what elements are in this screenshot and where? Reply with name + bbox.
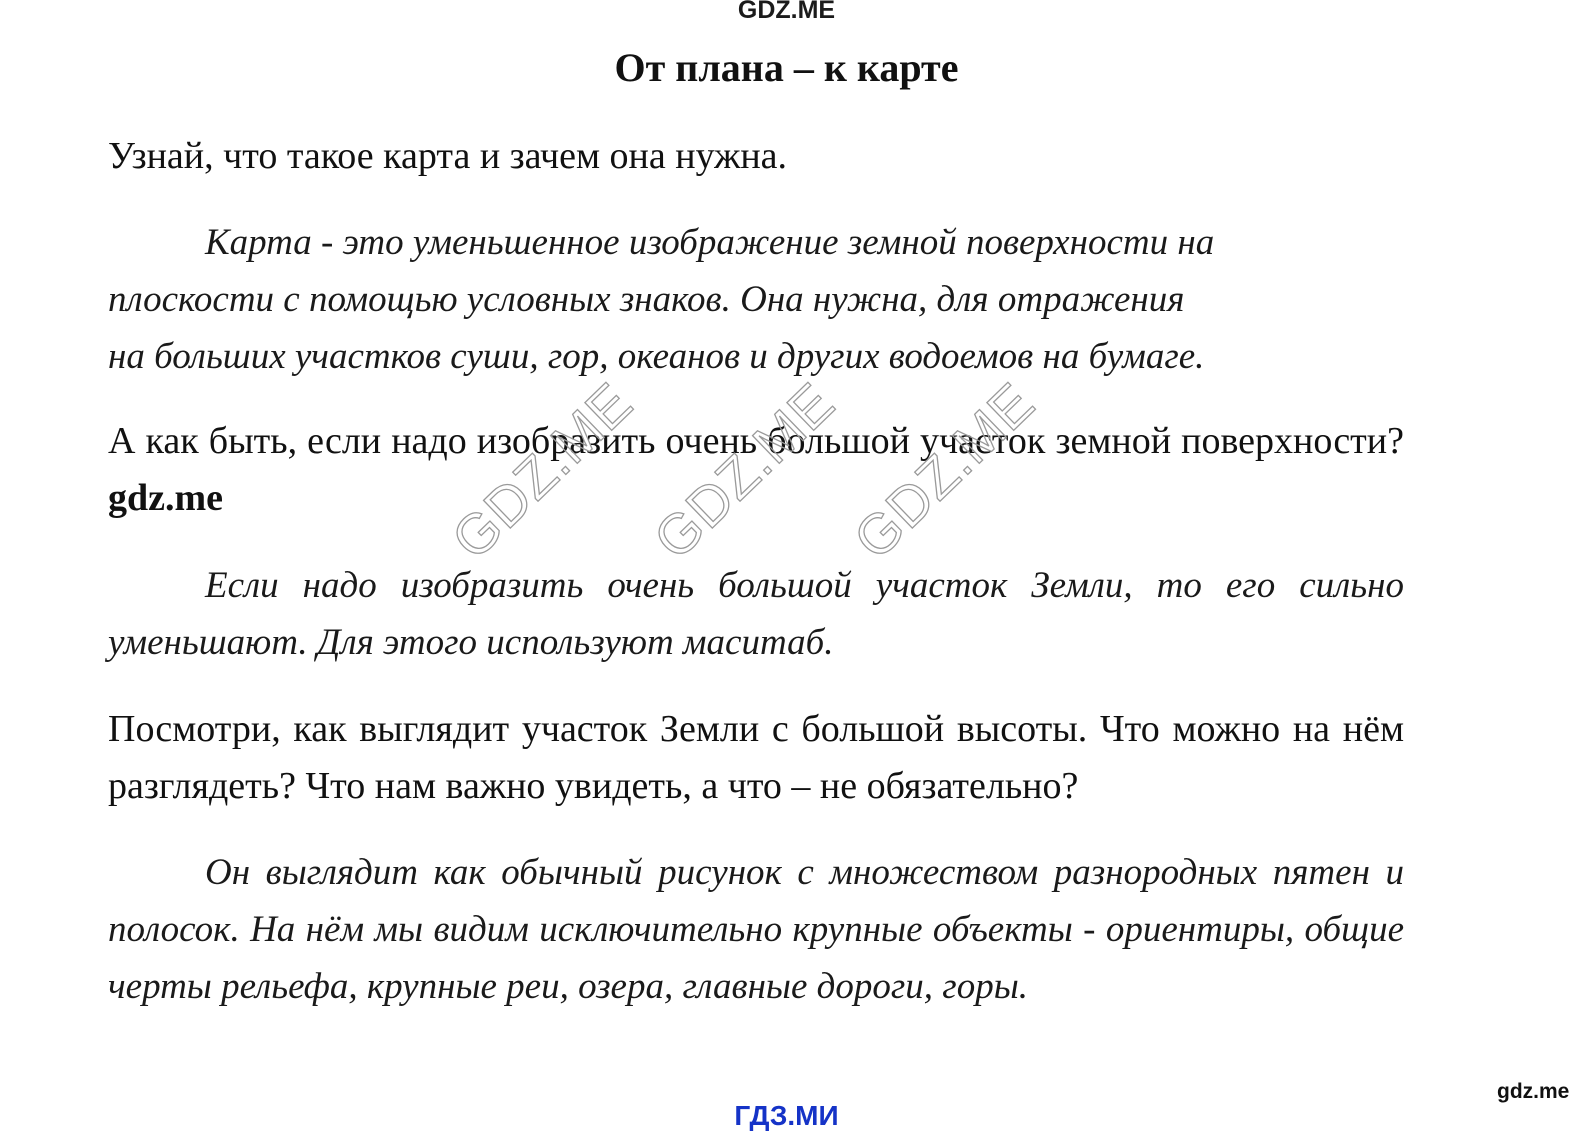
diagonal-watermark: GDZ.ME — [439, 370, 645, 571]
question-3: Посмотри, как выглядит участок Земли с большой высоты. Что можно на нём разглядеть? Что нам важно увидеть, а что – не обязательно? — [108, 708, 1404, 807]
top-watermark: GDZ.ME — [737, 0, 836, 24]
answer-1-line: на больших участков суши, гор, океанов и других водоемов на бумаге. — [108, 336, 1205, 377]
answer-3: Он выглядит как обычный рисунок с множеством разнородных пятен и полосок. На нём мы видим исключительно крупные объекты - ориентиры, общие черты рельефа, крупные реи, озера, главные дороги, горы. — [108, 852, 1404, 1007]
diagonal-watermark: GDZ.ME — [841, 370, 1047, 571]
inline-watermark: gdz.me — [108, 477, 224, 519]
answer-1-line: плоскости с помощью условных знаков. Она нужна, для отражения — [108, 279, 1185, 320]
page-title: От плана – к карте — [614, 45, 959, 90]
bottom-watermark: ГДЗ.МИ — [734, 1100, 839, 1131]
question-1: Узнай, что такое карта и зачем она нужна. — [108, 135, 788, 177]
diagonal-watermark: GDZ.ME — [641, 370, 847, 571]
answer-1 — [108, 214, 1404, 385]
corner-watermark: gdz.me — [1497, 1080, 1570, 1103]
answer-2: Если надо изобразить очень большой участок Земли, то его сильно уменьшают. Для этого используют маситаб. — [108, 565, 1404, 663]
question-2-text: А как быть, если надо изобразить очень большой участок земной поверхности? — [108, 420, 1404, 462]
answer-1-line: Карта - это уменьшенное изображение земной поверхности на — [205, 222, 1215, 263]
